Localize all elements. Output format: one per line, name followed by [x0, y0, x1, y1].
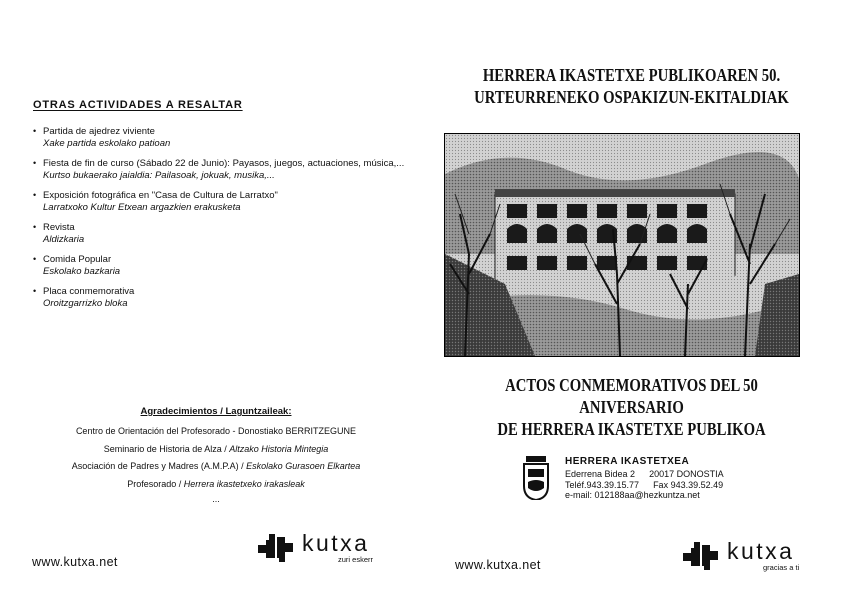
- activity-item: [33, 190, 413, 213]
- section-heading: OTRAS ACTIVIDADES A RESALTAR: [33, 99, 243, 111]
- kutxa-word: kutxa: [727, 538, 795, 564]
- school-address-row: [565, 469, 825, 480]
- kutxa-wordmark: [302, 532, 373, 564]
- school-fax: Fax 943.39.52.49: [653, 479, 724, 490]
- acknowledgement-spanish: Profesorado /: [127, 478, 184, 489]
- kutxa-logo-icon: [683, 542, 721, 570]
- acknowledgement-basque: Altzako Historia Mintegia: [229, 443, 329, 454]
- kutxa-wordmark: [727, 540, 799, 572]
- acknowledgement-line: [20, 443, 412, 456]
- kutxa-logo: [683, 540, 799, 572]
- activity-list: [33, 126, 413, 309]
- kutxa-tagline: zuri eskerr: [338, 555, 374, 564]
- activity-basque: Larratxoko Kultur Etxean argazkien erakusketa: [43, 201, 241, 213]
- school-phone-row: [565, 480, 825, 491]
- kutxa-logo: [258, 532, 373, 564]
- school-name: HERRERA IKASTETXEA: [565, 456, 690, 467]
- activity-basque: Aldizkaria: [43, 233, 85, 245]
- activity-basque: Oroitzgarrizko bloka: [43, 297, 128, 309]
- school-contact: [565, 456, 825, 501]
- acknowledgement-spanish: Centro de Orientación del Profesorado - Donostiako BERRITZEGUNE: [75, 426, 357, 436]
- activity-spanish: • Partida de ajedrez viviente: [43, 126, 155, 137]
- school-building-photo: [444, 133, 800, 357]
- activity-item: [33, 286, 413, 309]
- activity-basque: Kurtso bukaerako jaialdia: Pailasoak, jokuak, musika,...: [43, 169, 275, 181]
- activity-spanish: • Comida Popular: [43, 254, 112, 265]
- school-email[interactable]: e-mail: 012188aa@hezkuntza.net: [565, 490, 700, 500]
- activity-spanish: • Fiesta de fin de curso (Sábado 22 de Junio): Payasos, juegos, actuaciones, música,...: [43, 158, 405, 169]
- acknowledgement-spanish: Asociación de Padres y Madres (A.M.P.A) /: [71, 461, 247, 471]
- website-link[interactable]: www.kutxa.net: [455, 558, 541, 572]
- city-crest-icon: [522, 456, 550, 500]
- acknowledgement-line: [20, 478, 412, 491]
- school-postal: 20017 DONOSTIA: [649, 469, 724, 479]
- acknowledgement-basque: Eskolako Gurasoen Elkartea: [246, 461, 361, 471]
- school-address: Ederrena Bidea 2: [565, 469, 636, 479]
- activity-spanish: • Revista: [43, 222, 75, 233]
- kutxa-logo-icon: [258, 534, 296, 562]
- kutxa-word: kutxa: [302, 530, 370, 556]
- activity-item: [33, 222, 413, 245]
- title-line: DE HERRERA IKASTETXE PUBLIKOA: [497, 419, 766, 439]
- activity-item: [33, 254, 413, 277]
- basque-title: [455, 64, 809, 108]
- title-line: HERRERA IKASTETXE PUBLIKOAREN 50.: [482, 65, 781, 85]
- activity-basque: Eskolako bazkaria: [43, 265, 121, 277]
- acknowledgements: [20, 406, 412, 503]
- activity-item: [33, 158, 413, 181]
- acknowledgement-line: [20, 460, 412, 473]
- acknowledgement-line: [20, 425, 412, 438]
- acknowledgements-title: Agradecimientos / Laguntzaileak:: [140, 406, 292, 417]
- website-link[interactable]: www.kutxa.net: [32, 555, 118, 569]
- title-line: ACTOS CONMEMORATIVOS DEL 50 ANIVERSARIO: [505, 375, 758, 417]
- acknowledgement-basque: Herrera ikastetxeko irakasleak: [183, 478, 305, 489]
- title-line: URTEURRENEKO OSPAKIZUN-EKITALDIAK: [474, 87, 789, 107]
- activity-spanish: • Exposición fotográfica en "Casa de Cultura de Larratxo": [43, 190, 278, 201]
- activity-basque: Xake partida eskolako patioan: [43, 137, 171, 149]
- school-phone: Teléf.943.39.15.77: [565, 479, 640, 490]
- activity-spanish: • Placa conmemorativa: [43, 286, 135, 297]
- kutxa-tagline: gracias a ti: [763, 563, 800, 572]
- activity-item: [33, 126, 413, 149]
- spanish-title: [455, 374, 809, 440]
- acknowledgement-spanish: Seminario de Historia de Alza /: [103, 443, 230, 454]
- acknowledgement-ellipsis: ...: [212, 494, 220, 504]
